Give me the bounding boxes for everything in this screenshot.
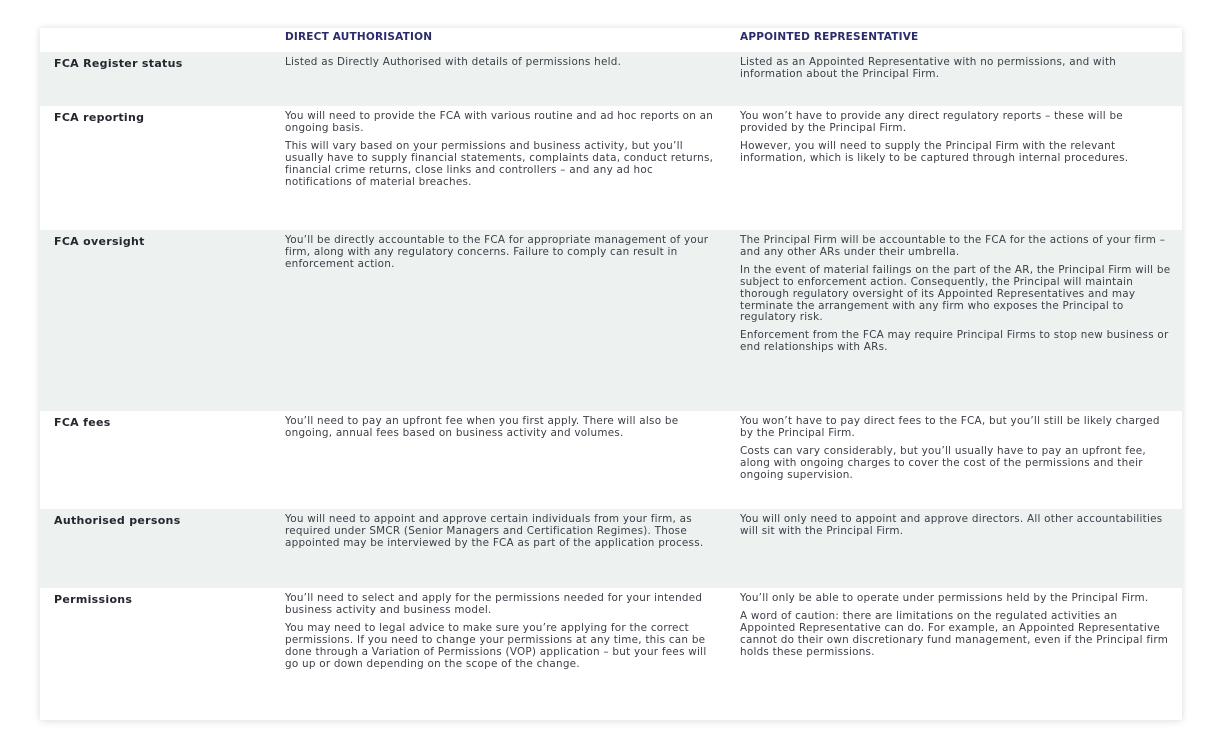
appointed-paragraph: You’ll only be able to operate under permissions held by the Principal Firm. [740, 592, 1149, 604]
row-fca-register-status [40, 52, 1182, 106]
row-fca-reporting [40, 106, 1182, 230]
appointed-cell [740, 593, 1172, 659]
row-fca-fees [40, 411, 1182, 509]
direct-paragraph: You will need to provide the FCA with various routine and ad hoc reports on an ongoing basis. [285, 110, 714, 134]
row-permissions [40, 588, 1182, 720]
appointed-paragraph: However, you will need to supply the Principal Firm with the relevant information, which is likely to be captured through internal procedures. [740, 139, 1129, 164]
row-label: Authorised persons [54, 514, 181, 527]
appointed-cell [740, 57, 1172, 81]
appointed-paragraph: Listed as an Appointed Representative with no permissions, and with information about the Principal Firm. [740, 56, 1117, 80]
direct-cell [285, 235, 717, 271]
appointed-cell [740, 416, 1172, 482]
direct-paragraph: You’ll need to select and apply for the permissions needed for your intended business activity and business model. [285, 592, 703, 616]
direct-cell [285, 514, 717, 550]
direct-cell [285, 416, 717, 440]
appointed-paragraph: Enforcement from the FCA may require Principal Firms to stop new business or end relationships with ARs. [740, 329, 1169, 354]
comparison-table [40, 28, 1182, 720]
appointed-paragraph: You won’t have to provide any direct regulatory reports – these will be provided by the Principal Firm. [740, 110, 1123, 134]
header-direct-authorisation: DIRECT AUTHORISATION [285, 31, 433, 43]
appointed-cell [740, 514, 1172, 538]
direct-cell [285, 593, 717, 670]
row-label: FCA oversight [54, 235, 145, 248]
appointed-paragraph: A word of caution: there are limitations on the regulated activities an Appointed Representative can do. For example, an Appointed Representative cannot do their own discretionary fund management, even if the Principal firm holds these permissions. [740, 609, 1169, 658]
appointed-cell [740, 111, 1172, 165]
row-label: FCA reporting [54, 111, 145, 124]
row-label: FCA Register status [54, 57, 183, 70]
appointed-paragraph: You won’t have to pay direct fees to the FCA, but you’ll still be likely charged by the Principal Firm. [740, 415, 1160, 439]
direct-paragraph: Listed as Directly Authorised with details of permissions held. [285, 56, 622, 68]
appointed-paragraph: You will only need to appoint and approve directors. All other accountabilities will sit with the Principal Firm. [740, 513, 1163, 537]
row-label: FCA fees [54, 416, 111, 429]
row-authorised-persons [40, 509, 1182, 588]
appointed-cell [740, 235, 1172, 354]
row-label: Permissions [54, 593, 133, 606]
direct-paragraph: You will need to appoint and approve certain individuals from your firm, as required under SMCR (Senior Managers and Certification Regimes). Those appointed may be interviewed by the FCA as part of the application process. [285, 513, 704, 549]
direct-cell [285, 111, 717, 188]
appointed-paragraph: In the event of material failings on the part of the AR, the Principal Firm will be subject to enforcement action. Consequently, the Principal will maintain thorough regulatory oversight of its Appointed Representatives and may terminate the arrangement with any firm who exposes the Principal to regulatory risk. [740, 263, 1171, 324]
direct-paragraph: You may need to legal advice to make sure you’re applying for the correct permissions. If you need to change your permissions at any time, this can be done through a Variation of Permissions (VOP) application – but your fees will go up or down depending on the scope of the change. [285, 621, 707, 670]
direct-paragraph: You’ll be directly accountable to the FCA for appropriate management of your firm, along with any regulatory concerns. Failure to comply can result in enforcement action. [285, 234, 709, 270]
direct-paragraph: You’ll need to pay an upfront fee when you first apply. There will also be ongoing, annual fees based on business activity and volumes. [285, 415, 679, 439]
header-appointed-representative: APPOINTED REPRESENTATIVE [740, 31, 919, 43]
direct-paragraph: This will vary based on your permissions and business activity, but you’ll usually have to supply financial statements, complaints data, conduct returns, financial crime returns, close links and controllers – and any ad hoc notifications of material breaches. [285, 139, 714, 188]
appointed-paragraph: The Principal Firm will be accountable to the FCA for the actions of your firm – and any other ARs under their umbrella. [740, 234, 1166, 258]
direct-cell [285, 57, 717, 69]
row-fca-oversight [40, 230, 1182, 411]
appointed-paragraph: Costs can vary considerably, but you’ll usually have to pay an upfront fee, along with ongoing charges to cover the cost of the permissions and their ongoing supervision. [740, 444, 1146, 481]
